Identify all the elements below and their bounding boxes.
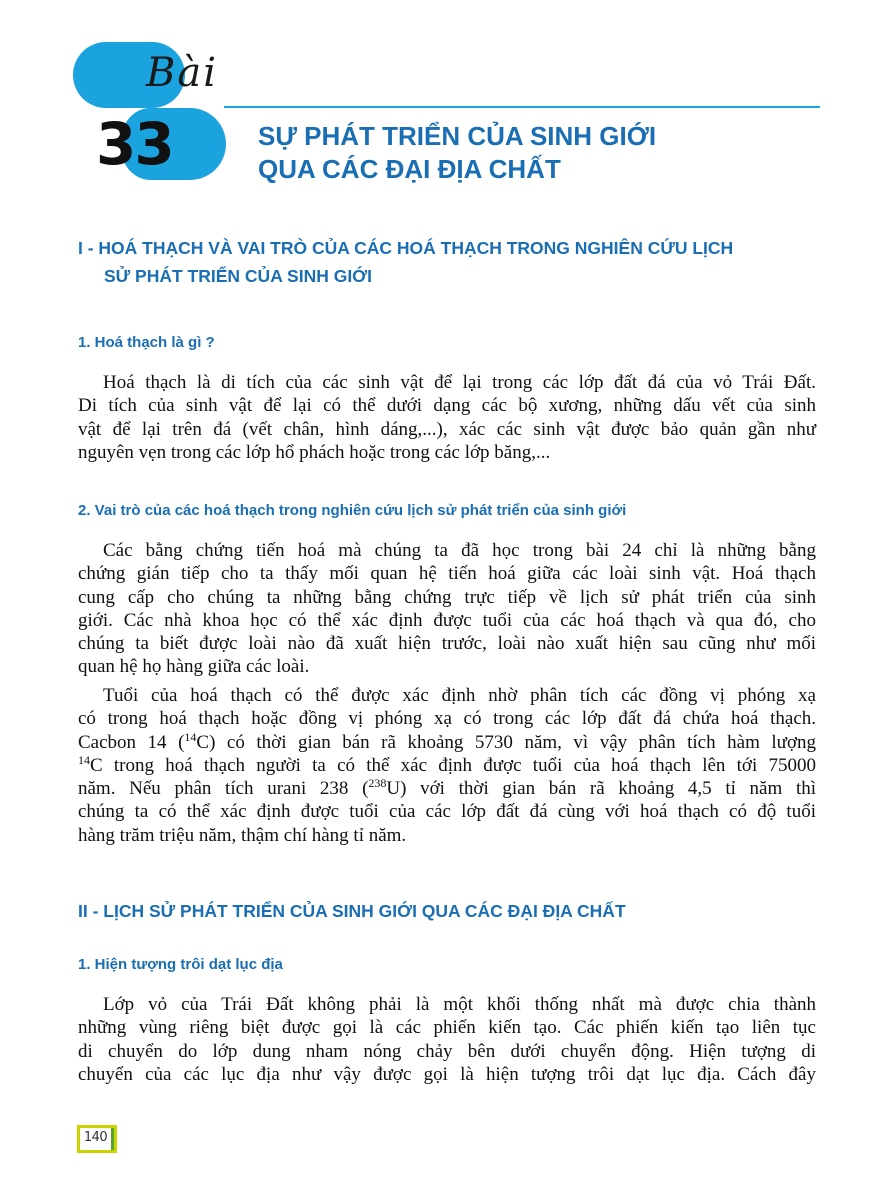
chapter-title-line-2: QUA CÁC ĐẠI ĐỊA CHẤT bbox=[258, 153, 561, 184]
header-rule bbox=[224, 106, 820, 108]
page-number: 140 bbox=[83, 1130, 108, 1145]
text-fragment: C) có thời gian bán rã khoảng 5730 năm, vì vậy phân tích hàm lượng bbox=[196, 731, 816, 753]
text-line: chuyển của các lục địa như vậy được gọi là hiện tượng trôi dạt lục địa. Cách đây bbox=[78, 1063, 816, 1085]
text-line: Hoá thạch là di tích của các sinh vật để lại trong các lớp đất đá của vỏ Trái Đất. bbox=[103, 372, 816, 393]
text-line bbox=[78, 754, 816, 777]
text-fragment: C trong hoá thạch người ta có thể xác định được tuổi của hoá thạch lên tới 75000 bbox=[90, 754, 816, 776]
text-line: di chuyển do lớp dung nham nóng chảy bên dưới chuyển động. Hiện tượng di bbox=[78, 1040, 816, 1062]
text-fragment: Cacbon 14 ( bbox=[78, 731, 185, 753]
text-line: nguyên vẹn trong các lớp hổ phách hoặc trong các lớp băng,... bbox=[78, 441, 551, 463]
paragraph-continental-drift bbox=[78, 993, 816, 1086]
paragraph-fossil-role bbox=[78, 539, 816, 679]
text-line: Tuổi của hoá thạch có thể được xác định nhờ phân tích các đồng vị phóng xạ bbox=[103, 685, 816, 706]
paragraph-fossil-definition bbox=[78, 371, 816, 464]
text-line: có trong hoá thạch hoặc đồng vị phóng xạ có trong các lớp đất đá chứa hoá thạch. bbox=[78, 708, 816, 730]
section-1-heading-line-1: I - HOÁ THẠCH VÀ VAI TRÒ CỦA CÁC HOÁ THẠCH TRONG NGHIÊN CỨU LỊCH bbox=[78, 238, 734, 258]
text-line: hàng trăm triệu năm, thậm chí hàng tỉ năm. bbox=[78, 824, 407, 846]
chapter-title-line-1: SỰ PHÁT TRIỂN CỦA SINH GIỚI bbox=[258, 121, 657, 151]
text-fragment: năm. Nếu phân tích urani 238 ( bbox=[78, 778, 369, 800]
subsection-1-1-title: 1. Hoá thạch là gì ? bbox=[78, 334, 215, 351]
page-number-box bbox=[77, 1125, 117, 1153]
section-2-heading bbox=[78, 897, 818, 925]
text-line: Lớp vỏ của Trái Đất không phải là một khối thống nhất mà được chia thành bbox=[103, 994, 816, 1015]
text-line: chúng ta biết được loài nào đã xuất hiện trước, loài nào xuất hiện sau cũng như mối bbox=[78, 633, 816, 655]
subsection-1-2-title: 2. Vai trò của các hoá thạch trong nghiên cứu lịch sử phát triển của sinh giới bbox=[78, 502, 627, 519]
text-line bbox=[78, 731, 816, 754]
text-line: Di tích của sinh vật để lại có thể dưới dạng các bộ xương, những dấu vết của sinh bbox=[78, 395, 816, 417]
subsection-2-1-title: 1. Hiện tượng trôi dạt lục địa bbox=[78, 956, 283, 973]
superscript: 14 bbox=[184, 729, 197, 744]
section-1-heading-line-2: SỬ PHÁT TRIỂN CỦA SINH GIỚI bbox=[104, 266, 372, 286]
text-line: Các bằng chứng tiến hoá mà chúng ta đã học trong bài 24 chỉ là những bằng bbox=[103, 540, 816, 561]
text-line: vật để lại trên đá (vết chân, hình dáng,...), xác các sinh vật được bảo quản gần như bbox=[78, 418, 816, 440]
chapter-title bbox=[258, 120, 656, 185]
text-line bbox=[78, 777, 816, 800]
lesson-number: 33 bbox=[96, 110, 173, 178]
lesson-word: Bài bbox=[146, 50, 219, 96]
text-line: cung cấp cho chúng ta những bằng chứng trực tiếp về lịch sử phát triển của sinh bbox=[78, 586, 816, 608]
text-line: những vùng riêng biệt được gọi là các phiến kiến tạo. Các phiến kiến tạo liên tục bbox=[78, 1017, 816, 1039]
section-2-heading-line: II - LỊCH SỬ PHÁT TRIỂN CỦA SINH GIỚI QUA CÁC ĐẠI ĐỊA CHẤT bbox=[78, 901, 626, 921]
text-line: chúng ta có thể xác định được tuổi của các lớp đất đá cùng với hoá thạch có độ tuổi bbox=[78, 801, 816, 823]
text-line: chứng gián tiếp cho ta thấy mối quan hệ tiến hoá giữa các loài sinh vật. Hoá thạch bbox=[78, 563, 816, 585]
paragraph-fossil-dating bbox=[78, 684, 816, 847]
text-line: giới. Các nhà khoa học có thể xác định được tuổi của các hoá thạch và qua đó, cho bbox=[78, 609, 816, 631]
superscript: 238 bbox=[368, 776, 387, 791]
text-line: quan hệ họ hàng giữa các loài. bbox=[78, 656, 310, 678]
text-fragment: U) với thời gian bán rã khoảng 4,5 tỉ năm thì bbox=[386, 778, 816, 800]
page-number-inner bbox=[80, 1128, 114, 1150]
section-1-heading bbox=[78, 234, 818, 290]
superscript: 14 bbox=[78, 752, 90, 767]
